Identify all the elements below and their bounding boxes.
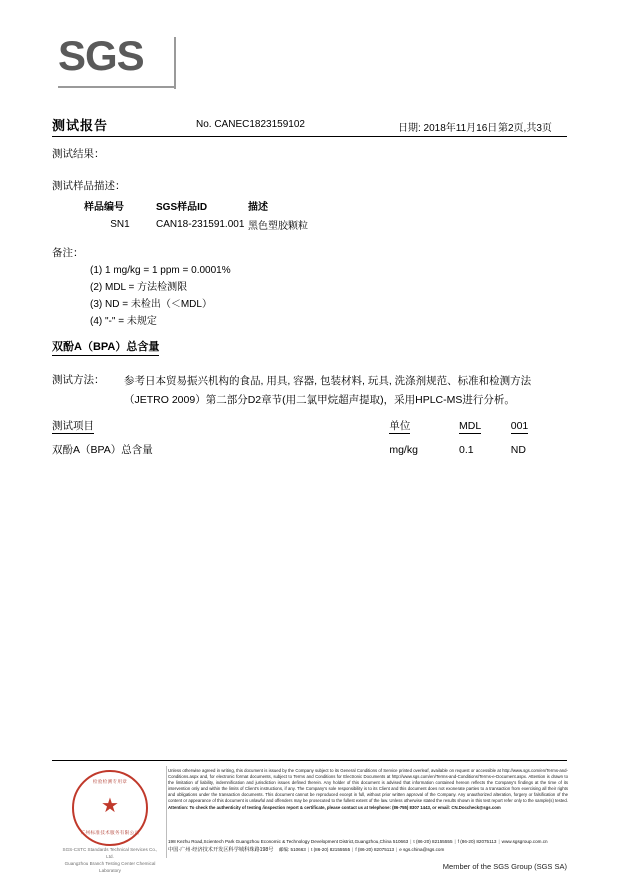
footer-attention[interactable]: Attention: To check the authenticity of testing /inspection report & certificate, please contact us at telephone: (86-755) 8307 1443, or email: CN.Doccheck@sgs.com <box>168 804 501 810</box>
sample-table <box>84 198 368 232</box>
logo-vertical-rule <box>174 37 176 89</box>
web-en[interactable]: www.sgsgroup.com.cn <box>501 839 548 844</box>
fax-en: f (86-20) 82075113 <box>457 839 497 844</box>
page-number: 第2页,共3页 <box>498 123 552 134</box>
method-label: 测试方法： <box>52 374 105 386</box>
sgs-logo <box>58 34 178 78</box>
table-row <box>52 436 567 457</box>
cell-unit: mg/kg <box>389 443 418 456</box>
mail-cn[interactable]: e sgs.china@sgs.com <box>399 847 445 852</box>
result-table <box>52 418 567 457</box>
method-text: 参考日本贸易振兴机构的食品, 用具, 容器, 包装材料, 玩具, 洗涤剂规范、标准和检测方法（JETRO 2009）第二部分D2章节(用二氯甲烷超声提取)，采用HPLC-MS进行分析。 <box>124 375 532 406</box>
address-line-cn: 中国·广州·经济技术开发区科学城科珠路198号 邮编: 510663 | t (86-20) 82155555 | f (86-20) 82075113 | e sgs.china@sgs.com <box>168 847 445 853</box>
cell-mdl: 0.1 <box>459 443 474 456</box>
table-row <box>84 217 368 232</box>
footer-address <box>168 838 568 854</box>
disclaimer-text: Unless otherwise agreed in writing, this document is issued by the Company subject to its General Conditions of Service printed overleaf, available on request or accessible at http://www.sgs.com/en/Terms-and-Conditions.aspx and, for electronic format documents, subject to Terms and Conditions for Electronic Documents at http://www.sgs.com/en/Terms-and-Conditions/Terms-e-Document.aspx. Attention is drawn to the limitation of liability, indemnification and jurisdiction issues defined therein. Any holder of this document is advised that information contained hereon reflects the Company's findings at the time of its intervention only and within the limits of Client's instructions, if any. The Company's sole responsibility is to its Client and this document does not exonerate parties to a transaction from exercising all their rights and obligations under the transaction documents. This document cannot be reproduced except in full, without prior written approval of the Company. Any unauthorized alteration, forgery or falsification of the content or appearance of this document is unlawful and offenders may be prosecuted to the fullest extent of the law. Unless otherwise stated the results shown in this test report refer only to the sample(s) tested. <box>168 768 568 804</box>
col-description: 描述 <box>248 202 268 213</box>
fax-cn: f (86-20) 82075113 <box>355 847 395 852</box>
note-item: (4) "-" = 未规定 <box>90 316 157 327</box>
cell-description: 黑色塑胶颗粒 <box>248 221 308 232</box>
stamp-caption-line1: SGS-CSTC Standards Technical Services Co., Ltd. <box>62 847 158 859</box>
col-unit: 单位 <box>389 420 411 432</box>
tel-en: t (86-20) 82155555 <box>413 839 453 844</box>
stamp-caption-line2: Guangzhou Branch Testing Center Chemical Laboratory <box>64 861 156 873</box>
report-number: No. CANEC1823159102 <box>196 119 305 130</box>
address-cn: 中国·广州·经济技术开发区科学城科珠路198号 <box>168 847 274 853</box>
cell-sgs-id: CAN18-231591.001 <box>156 219 245 230</box>
page-title: 测试报告 <box>52 118 109 133</box>
cell-sample-no: SN1 <box>110 219 130 230</box>
notes-list <box>90 262 231 330</box>
logo-underline <box>58 86 174 88</box>
note-item: (1) 1 mg/kg = 1 ppm = 0.0001% <box>90 265 231 276</box>
stamp-arc-bottom-text: 广州标准技术服务有限公司 <box>80 830 140 835</box>
zip-cn: 邮编: 510663 <box>278 847 306 852</box>
header-divider <box>52 136 567 137</box>
col-sgs-id: SGS样品ID <box>156 202 208 213</box>
star-icon: ★ <box>101 795 119 817</box>
stamp-arc-top-text: 检验检测专用章 <box>92 779 128 784</box>
official-stamp <box>60 770 160 873</box>
cell-result-001: ND <box>510 443 526 456</box>
footer-disclaimer <box>168 768 568 811</box>
table-header-row <box>84 198 368 217</box>
sample-description-label: 测试样品描述： <box>52 180 126 192</box>
cell-test-item: 双酚A（BPA）总含量 <box>52 444 153 456</box>
col-test-item: 测试项目 <box>52 420 94 432</box>
tel-cn: t (86-20) 82155555 <box>311 847 351 852</box>
col-mdl: MDL <box>459 419 482 432</box>
results-label: 测试结果： <box>52 148 105 160</box>
footer-divider <box>52 760 567 761</box>
sgs-logo-text: SGS <box>58 32 144 79</box>
note-item: (3) ND = 未检出（＜MDL） <box>90 299 212 310</box>
section-title: 双酚A（BPA）总含量 <box>52 338 159 356</box>
stamp-caption <box>60 846 160 874</box>
address-en: 198 Kezhu Road,Scientech Park Guangzhou Economic & Technology Development District,Guangzhou,China 510663 <box>168 839 409 844</box>
footer-vertical-rule <box>166 766 167 858</box>
note-item: (2) MDL = 方法检测限 <box>90 282 188 293</box>
report-date: 日期: 2018年11月16日 <box>398 123 498 134</box>
col-sample-no: 样品编号 <box>84 202 124 213</box>
remark-label: 备注： <box>52 247 84 259</box>
col-sample-001: 001 <box>510 419 529 432</box>
table-header-row <box>52 418 567 436</box>
address-line-en: 198 Kezhu Road,Scientech Park Guangzhou Economic & Technology Development District,Guangzhou,China 510663 | t (86-20) 82155555 | f (86-20) 82075113 | www.sgsgroup.com.cn <box>168 839 548 844</box>
member-note: Member of the SGS Group (SGS SA) <box>442 862 567 871</box>
